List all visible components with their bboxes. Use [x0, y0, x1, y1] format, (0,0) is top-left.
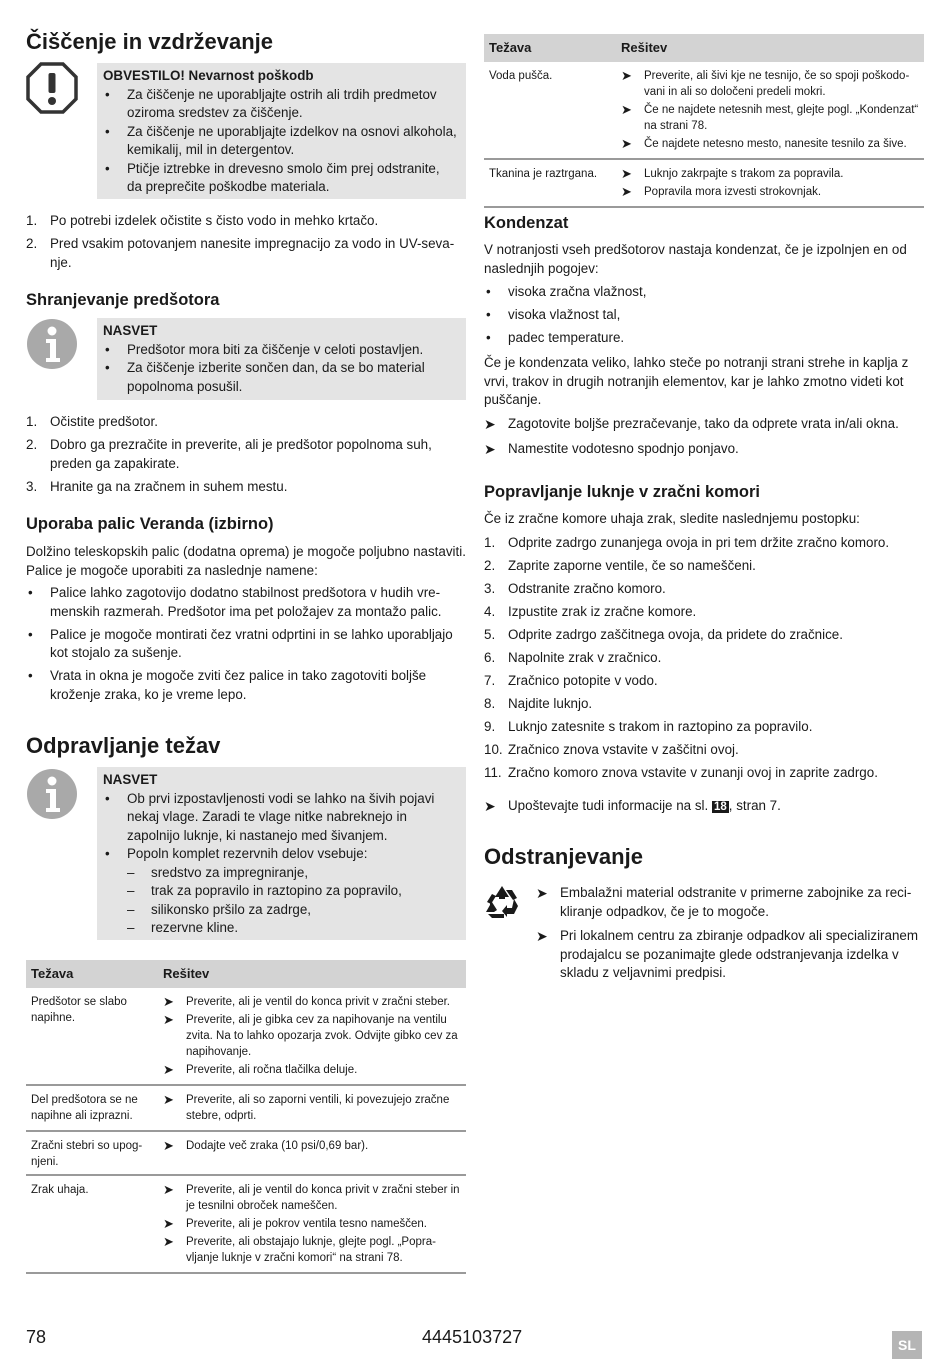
spare-part-item: – trak za popravilo in raztopino za popravilo,	[103, 882, 458, 901]
condensation-actions	[484, 415, 924, 464]
list-item: 11. Zračno komoro znova vstavite v zunanji ovoj in zaprite zadrgo.	[484, 765, 878, 780]
troubleshooting-table	[26, 960, 466, 1274]
solution-item: ➤ Luknjo zakrpajte s trakom za popravila.	[621, 166, 919, 182]
list-item: 10. Zračnico znova vstavite v zaščitni ovoj.	[484, 742, 739, 757]
list-item: 9. Luknjo zatesnite s trakom in raztopino za popravilo.	[484, 719, 813, 734]
problem-cell: Zračni stebri so upognjeni.	[26, 1131, 158, 1175]
table-row	[26, 1085, 466, 1131]
tip-item: • Ob prvi izpostavljenosti vodi se lahko na šivih pojavi nekaj vlage. Zaradi te vlage nitke nabreknejo in zapolnijo luknje, ki nastanejo med šivanjem.	[103, 790, 458, 846]
list-item: 4. Izpustite zrak iz zračne komore.	[484, 604, 697, 619]
tip-item: • Za čiščenje izberite sončen dan, da se bo material popolnoma posušil.	[103, 359, 458, 396]
solution-item: ➤ Preverite, ali šivi kje ne tesnijo, če so spoji poškodovani in ali so določeni predeli mokri.	[621, 68, 919, 100]
condensation-intro: V notranjosti vseh predšotorov nastaja kondenzat, če je izpolnjen en od naslednjih pogojev:	[484, 242, 907, 276]
list-item: 2. Pred vsakim potovanjem nanesite impregnacijo za vodo in UV-sevanje.	[26, 236, 455, 270]
list-item: • Palice lahko zagotovijo dodatno stabilnost predšotora v hudih vremenskih razmerah. Predšotor ima pet položajev za montažo palic.	[26, 584, 466, 621]
solution-item: ➤ Če najdete netesno mesto, nanesite tesnilo za šive.	[621, 136, 919, 152]
solution-cell	[158, 988, 466, 1085]
problem-cell: Predšotor se slabo napihne.	[26, 988, 158, 1085]
list-item: 2. Zaprite zaporne ventile, če so nameščeni.	[484, 558, 756, 573]
table-row	[26, 988, 466, 1085]
section-title-repair: Popravljanje luknje v zračni komori	[484, 483, 761, 501]
solution-item: ➤ Če ne najdete netesnih mest, glejte pogl. „Kondenzat“ na strani 78.	[621, 102, 919, 134]
warning-item: • Za čiščenje ne uporabljajte izdelkov na osnovi alkohola, kemikalij, mil in detergentov.	[103, 123, 458, 160]
action-item: ➤ Pri lokalnem centru za zbiranje odpadkov ali specializiranem prodajalcu se pozanimajte glede odstranjevanja izdelka v skladu z veljavnimi predpisi.	[536, 927, 924, 983]
problem-cell: Del predšotora se ne napihne ali izprazni.	[26, 1085, 158, 1131]
tip-item: • Predšotor mora biti za čiščenje v celoti postavljen.	[103, 341, 458, 360]
info-icon	[26, 318, 78, 370]
action-item: ➤ Embalažni material odstranite v primerne zabojnike za recikliranje odpadkov, če je to mogoče.	[536, 884, 924, 921]
solution-item: ➤ Preverite, ali ročna tlačilka deluje.	[163, 1062, 461, 1078]
table-header-row	[26, 960, 466, 988]
list-item: 8. Najdite luknjo.	[484, 696, 593, 711]
list-item: • visoka zračna vlažnost,	[484, 283, 924, 302]
list-item: 1. Odprite zadrgo zunanjega ovoja in pri tem držite zračno komoro.	[484, 535, 890, 550]
warning-title: OBVESTILO! Nevarnost poškodb	[103, 68, 314, 83]
warning-notice	[97, 63, 466, 199]
solution-cell	[158, 1175, 466, 1273]
cleaning-steps	[26, 212, 466, 277]
repair-intro: Če iz zračne komore uhaja zrak, sledite naslednjemu postopku:	[484, 511, 860, 526]
warning-item: • Za čiščenje ne uporabljajte ostrih ali trdih predmetov oziroma sredstev za čiščenje.	[103, 86, 458, 123]
solution-item: ➤ Preverite, ali je ventil do konca privit v zračni steber in je tesnilni obroček nameščen.	[163, 1182, 461, 1214]
column-header-solution: Rešitev	[616, 34, 924, 62]
condensation-conditions	[484, 283, 924, 352]
list-item: • Vrata in okna je mogoče zviti čez palice in tako zagotoviti boljše kroženje zraka, ko je vreme lepo.	[26, 667, 466, 704]
table-row	[26, 1175, 466, 1273]
spare-part-item: – silikonsko pršilo za zadrge,	[103, 901, 458, 920]
document-code: 4445103727	[422, 1327, 523, 1347]
spare-part-item: – rezervne kline.	[103, 919, 458, 938]
solution-item: ➤ Dodajte več zraka (10 psi/0,69 bar).	[163, 1138, 461, 1154]
column-header-problem: Težava	[26, 960, 158, 988]
action-item: ➤ Namestite vodotesno spodnjo ponjavo.	[484, 440, 924, 459]
storage-steps	[26, 413, 466, 501]
troubleshooting-table-continued	[484, 34, 924, 208]
solution-item: ➤ Popravila mora izvesti strokovnjak.	[621, 184, 919, 200]
recycling-icon	[484, 884, 520, 920]
table-row	[26, 1131, 466, 1175]
right-column	[484, 0, 924, 980]
section-title-storage: Shranjevanje predšotora	[26, 291, 220, 309]
storage-tip	[97, 318, 466, 400]
solution-cell	[616, 159, 924, 207]
section-title-poles: Uporaba palic Veranda (izbirno)	[26, 515, 274, 533]
spare-part-item: – sredstvo za impregniranje,	[103, 864, 458, 883]
disposal-instructions	[536, 884, 924, 989]
warning-icon	[26, 62, 78, 114]
list-item: • padec temperature.	[484, 329, 924, 348]
section-title-troubleshooting: Odpravljanje težav	[26, 733, 221, 758]
list-item: 1. Očistite predšotor.	[26, 414, 158, 429]
solution-cell	[158, 1131, 466, 1175]
list-item: 1. Po potrebi izdelek očistite s čisto vodo in mehko krtačo.	[26, 213, 379, 228]
list-item: 3. Odstranite zračno komoro.	[484, 581, 666, 596]
solution-cell	[158, 1085, 466, 1131]
problem-cell: Voda pušča.	[484, 62, 616, 159]
problem-cell: Tkanina je raztrgana.	[484, 159, 616, 207]
poles-intro: Dolžino teleskopskih palic (dodatna oprema) je mogoče poljubno nastaviti. Palice je mogoče uporabiti za naslednje namene:	[26, 544, 466, 578]
tip-title: NASVET	[103, 323, 158, 338]
tip-item: • Popoln komplet rezervnih delov vsebuje:	[103, 845, 458, 864]
list-item: • Palice je mogoče montirati čez vratni odprtini in se lahko uporabljajo kot stojalo za sušenje.	[26, 626, 466, 663]
column-header-problem: Težava	[484, 34, 616, 62]
problem-cell: Zrak uhaja.	[26, 1175, 158, 1273]
list-item: 2. Dobro ga prezračite in preverite, ali je predšotor popolnoma suh, preden ga zapakirate.	[26, 437, 432, 471]
repair-steps	[484, 534, 924, 787]
solution-cell	[616, 62, 924, 159]
solution-item: ➤ Preverite, ali so zaporni ventili, ki povezujejo zračne stebre, odprti.	[163, 1092, 461, 1124]
section-title-condensation: Kondenzat	[484, 214, 569, 232]
tip-title: NASVET	[103, 772, 158, 787]
section-title-disposal: Odstranjevanje	[484, 844, 643, 869]
figure-reference: 18	[713, 801, 727, 813]
poles-list	[26, 584, 466, 709]
troubleshooting-tip	[97, 767, 466, 940]
repair-note: ➤ Upoštevajte tudi informacije na sl. 18 , stran 7.	[484, 797, 924, 817]
list-item: • visoka vlažnost tal,	[484, 306, 924, 325]
list-item: 3. Hranite ga na zračnem in suhem mestu.	[26, 478, 288, 494]
warning-item: • Ptičje iztrebke in drevesno smolo čim prej odstranite, da preprečite poškodbe materiala.	[103, 160, 458, 197]
list-item: 7. Zračnico potopite v vodo.	[484, 673, 658, 688]
section-title-cleaning: Čiščenje in vzdrževanje	[26, 29, 273, 54]
info-icon	[26, 768, 78, 820]
column-header-solution: Rešitev	[158, 960, 466, 988]
table-row	[484, 159, 924, 207]
solution-item: ➤ Preverite, ali je pokrov ventila tesno nameščen.	[163, 1216, 461, 1232]
page-number: 78	[26, 1327, 47, 1347]
table-header-row	[484, 34, 924, 62]
action-item: ➤ Zagotovite boljše prezračevanje, tako da odprete vrata in/ali okna.	[484, 415, 924, 434]
solution-item: ➤ Preverite, ali je ventil do konca privit v zračni steber.	[163, 994, 461, 1010]
table-row	[484, 62, 924, 159]
list-item: 6. Napolnite zrak v zračnico.	[484, 650, 662, 665]
condensation-text: Če je kondenzata veliko, lahko steče po notranji strani strehe in kaplja z vrvi, trakov in drugih notranjih elementov, kar je lahko zmotno videti kot puščanje.	[484, 355, 909, 407]
solution-item: ➤ Preverite, ali obstajajo luknje, glejte pogl. „Popravljanje luknje v zračni komori“ na strani 78.	[163, 1234, 461, 1266]
solution-item: ➤ Preverite, ali je gibka cev za napihovanje na ventilu zvita. Na to lahko opozarja zvok. Odvijte gibko cev za napihovanje.	[163, 1012, 461, 1060]
list-item: 5. Odprite zadrgo zaščitnega ovoja, da pridete do zračnice.	[484, 627, 843, 642]
language-badge: SL	[892, 1331, 922, 1359]
